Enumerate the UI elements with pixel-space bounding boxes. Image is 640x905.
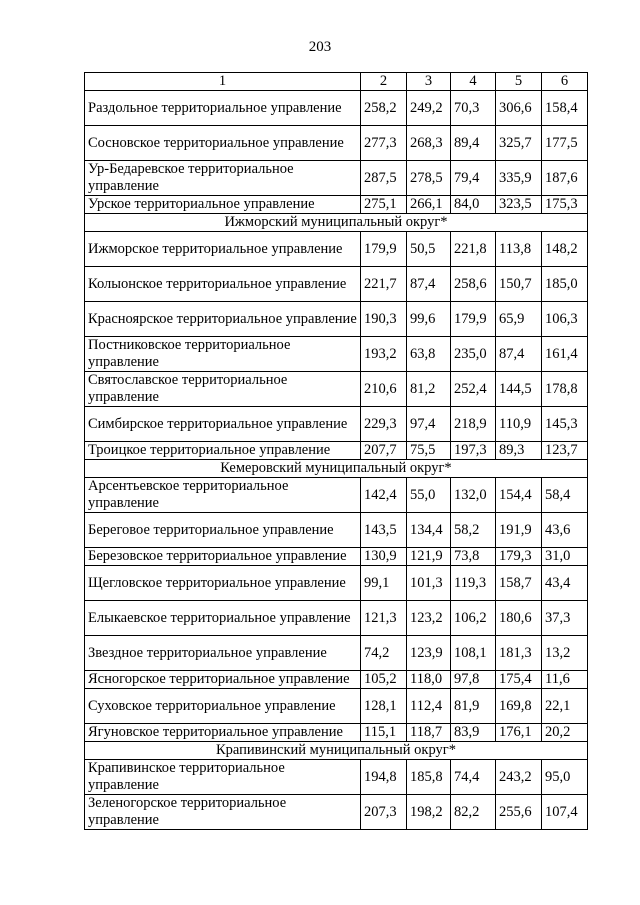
row-name: Зеленогорское территориальное управление bbox=[85, 795, 361, 830]
value-cell: 145,3 bbox=[542, 407, 588, 442]
value-cell: 108,1 bbox=[451, 636, 496, 671]
value-cell: 99,1 bbox=[361, 566, 407, 601]
value-cell: 119,3 bbox=[451, 566, 496, 601]
value-cell: 118,7 bbox=[407, 724, 451, 742]
value-cell: 87,4 bbox=[407, 267, 451, 302]
value-cell: 278,5 bbox=[407, 161, 451, 196]
value-cell: 258,2 bbox=[361, 91, 407, 126]
value-cell: 175,4 bbox=[496, 671, 542, 689]
column-header: 4 bbox=[451, 73, 496, 91]
value-cell: 158,4 bbox=[542, 91, 588, 126]
value-cell: 191,9 bbox=[496, 513, 542, 548]
value-cell: 75,5 bbox=[407, 442, 451, 460]
value-cell: 266,1 bbox=[407, 196, 451, 214]
value-cell: 275,1 bbox=[361, 196, 407, 214]
row-name: Березовское территориальное управление bbox=[85, 548, 361, 566]
value-cell: 161,4 bbox=[542, 337, 588, 372]
value-cell: 235,0 bbox=[451, 337, 496, 372]
table-row bbox=[85, 196, 588, 214]
value-cell: 130,9 bbox=[361, 548, 407, 566]
value-cell: 89,4 bbox=[451, 126, 496, 161]
value-cell: 143,5 bbox=[361, 513, 407, 548]
row-name: Суховское территориальное управление bbox=[85, 689, 361, 724]
table-row bbox=[85, 267, 588, 302]
value-cell: 210,6 bbox=[361, 372, 407, 407]
value-cell: 323,5 bbox=[496, 196, 542, 214]
value-cell: 79,4 bbox=[451, 161, 496, 196]
row-name: Раздольное территориальное управление bbox=[85, 91, 361, 126]
value-cell: 22,1 bbox=[542, 689, 588, 724]
table-row bbox=[85, 442, 588, 460]
value-cell: 179,9 bbox=[361, 232, 407, 267]
table-row bbox=[85, 689, 588, 724]
value-cell: 229,3 bbox=[361, 407, 407, 442]
value-cell: 335,9 bbox=[496, 161, 542, 196]
column-header: 5 bbox=[496, 73, 542, 91]
row-name: Арсентьевское территориальное управление bbox=[85, 478, 361, 513]
value-cell: 243,2 bbox=[496, 760, 542, 795]
value-cell: 58,2 bbox=[451, 513, 496, 548]
value-cell: 20,2 bbox=[542, 724, 588, 742]
section-title: Ижморский муниципальный округ* bbox=[85, 214, 588, 232]
value-cell: 97,4 bbox=[407, 407, 451, 442]
table-row bbox=[85, 760, 588, 795]
value-cell: 43,6 bbox=[542, 513, 588, 548]
header-row bbox=[85, 73, 588, 91]
value-cell: 123,2 bbox=[407, 601, 451, 636]
value-cell: 197,3 bbox=[451, 442, 496, 460]
value-cell: 268,3 bbox=[407, 126, 451, 161]
row-name: Ясногорское территориальное управление bbox=[85, 671, 361, 689]
value-cell: 121,9 bbox=[407, 548, 451, 566]
table-row bbox=[85, 302, 588, 337]
table-row bbox=[85, 566, 588, 601]
row-name: Колыонское территориальное управление bbox=[85, 267, 361, 302]
table-row bbox=[85, 161, 588, 196]
data-table bbox=[84, 72, 588, 830]
value-cell: 31,0 bbox=[542, 548, 588, 566]
row-name: Ягуновское территориальное управление bbox=[85, 724, 361, 742]
value-cell: 101,3 bbox=[407, 566, 451, 601]
column-header: 3 bbox=[407, 73, 451, 91]
value-cell: 177,5 bbox=[542, 126, 588, 161]
table-row bbox=[85, 407, 588, 442]
value-cell: 87,4 bbox=[496, 337, 542, 372]
row-name: Береговое территориальное управление bbox=[85, 513, 361, 548]
value-cell: 176,1 bbox=[496, 724, 542, 742]
value-cell: 198,2 bbox=[407, 795, 451, 830]
value-cell: 277,3 bbox=[361, 126, 407, 161]
row-name: Симбирское территориальное управление bbox=[85, 407, 361, 442]
value-cell: 115,1 bbox=[361, 724, 407, 742]
table-row bbox=[85, 548, 588, 566]
value-cell: 82,2 bbox=[451, 795, 496, 830]
value-cell: 73,8 bbox=[451, 548, 496, 566]
section-header-row bbox=[85, 742, 588, 760]
column-header: 6 bbox=[542, 73, 588, 91]
value-cell: 194,8 bbox=[361, 760, 407, 795]
table-row bbox=[85, 795, 588, 830]
value-cell: 118,0 bbox=[407, 671, 451, 689]
table-row bbox=[85, 513, 588, 548]
value-cell: 325,7 bbox=[496, 126, 542, 161]
value-cell: 207,7 bbox=[361, 442, 407, 460]
value-cell: 181,3 bbox=[496, 636, 542, 671]
row-name: Святославское территориальное управление bbox=[85, 372, 361, 407]
row-name: Крапивинское территориальное управление bbox=[85, 760, 361, 795]
value-cell: 175,3 bbox=[542, 196, 588, 214]
value-cell: 106,2 bbox=[451, 601, 496, 636]
column-header: 1 bbox=[85, 73, 361, 91]
value-cell: 207,3 bbox=[361, 795, 407, 830]
row-name: Щегловское территориальное управление bbox=[85, 566, 361, 601]
value-cell: 185,8 bbox=[407, 760, 451, 795]
value-cell: 287,5 bbox=[361, 161, 407, 196]
value-cell: 134,4 bbox=[407, 513, 451, 548]
value-cell: 218,9 bbox=[451, 407, 496, 442]
table-row bbox=[85, 232, 588, 267]
table-row bbox=[85, 671, 588, 689]
table-row bbox=[85, 126, 588, 161]
table-row bbox=[85, 478, 588, 513]
table-row bbox=[85, 372, 588, 407]
value-cell: 249,2 bbox=[407, 91, 451, 126]
value-cell: 81,9 bbox=[451, 689, 496, 724]
value-cell: 58,4 bbox=[542, 478, 588, 513]
value-cell: 169,8 bbox=[496, 689, 542, 724]
row-name: Звездное территориальное управление bbox=[85, 636, 361, 671]
row-name: Красноярское территориальное управление bbox=[85, 302, 361, 337]
value-cell: 65,9 bbox=[496, 302, 542, 337]
value-cell: 132,0 bbox=[451, 478, 496, 513]
value-cell: 74,2 bbox=[361, 636, 407, 671]
value-cell: 123,9 bbox=[407, 636, 451, 671]
table-row bbox=[85, 337, 588, 372]
value-cell: 74,4 bbox=[451, 760, 496, 795]
value-cell: 179,9 bbox=[451, 302, 496, 337]
value-cell: 113,8 bbox=[496, 232, 542, 267]
value-cell: 105,2 bbox=[361, 671, 407, 689]
value-cell: 142,4 bbox=[361, 478, 407, 513]
value-cell: 106,3 bbox=[542, 302, 588, 337]
value-cell: 255,6 bbox=[496, 795, 542, 830]
value-cell: 150,7 bbox=[496, 267, 542, 302]
row-name: Ур-Бедаревское территориальное управление bbox=[85, 161, 361, 196]
value-cell: 158,7 bbox=[496, 566, 542, 601]
section-title: Кемеровский муниципальный округ* bbox=[85, 460, 588, 478]
section-header-row bbox=[85, 460, 588, 478]
value-cell: 179,3 bbox=[496, 548, 542, 566]
row-name: Постниковское территориальное управление bbox=[85, 337, 361, 372]
section-header-row bbox=[85, 214, 588, 232]
value-cell: 81,2 bbox=[407, 372, 451, 407]
value-cell: 84,0 bbox=[451, 196, 496, 214]
value-cell: 95,0 bbox=[542, 760, 588, 795]
value-cell: 13,2 bbox=[542, 636, 588, 671]
value-cell: 110,9 bbox=[496, 407, 542, 442]
value-cell: 97,8 bbox=[451, 671, 496, 689]
value-cell: 128,1 bbox=[361, 689, 407, 724]
row-name: Сосновское территориальное управление bbox=[85, 126, 361, 161]
value-cell: 37,3 bbox=[542, 601, 588, 636]
value-cell: 112,4 bbox=[407, 689, 451, 724]
value-cell: 63,8 bbox=[407, 337, 451, 372]
value-cell: 83,9 bbox=[451, 724, 496, 742]
column-header: 2 bbox=[361, 73, 407, 91]
value-cell: 221,7 bbox=[361, 267, 407, 302]
value-cell: 99,6 bbox=[407, 302, 451, 337]
value-cell: 154,4 bbox=[496, 478, 542, 513]
value-cell: 180,6 bbox=[496, 601, 542, 636]
value-cell: 123,7 bbox=[542, 442, 588, 460]
value-cell: 221,8 bbox=[451, 232, 496, 267]
value-cell: 107,4 bbox=[542, 795, 588, 830]
value-cell: 43,4 bbox=[542, 566, 588, 601]
value-cell: 11,6 bbox=[542, 671, 588, 689]
value-cell: 306,6 bbox=[496, 91, 542, 126]
value-cell: 89,3 bbox=[496, 442, 542, 460]
page-number: 203 bbox=[308, 39, 332, 55]
value-cell: 55,0 bbox=[407, 478, 451, 513]
row-name: Елыкаевское территориальное управление bbox=[85, 601, 361, 636]
value-cell: 258,6 bbox=[451, 267, 496, 302]
value-cell: 70,3 bbox=[451, 91, 496, 126]
value-cell: 148,2 bbox=[542, 232, 588, 267]
row-name: Ижморское территориальное управление bbox=[85, 232, 361, 267]
value-cell: 178,8 bbox=[542, 372, 588, 407]
value-cell: 190,3 bbox=[361, 302, 407, 337]
table-row bbox=[85, 91, 588, 126]
value-cell: 252,4 bbox=[451, 372, 496, 407]
table-body bbox=[85, 73, 588, 830]
value-cell: 121,3 bbox=[361, 601, 407, 636]
value-cell: 185,0 bbox=[542, 267, 588, 302]
value-cell: 50,5 bbox=[407, 232, 451, 267]
value-cell: 144,5 bbox=[496, 372, 542, 407]
table-row bbox=[85, 601, 588, 636]
table-row bbox=[85, 724, 588, 742]
row-name: Урское территориальное управление bbox=[85, 196, 361, 214]
section-title: Крапивинский муниципальный округ* bbox=[85, 742, 588, 760]
value-cell: 187,6 bbox=[542, 161, 588, 196]
table-row bbox=[85, 636, 588, 671]
value-cell: 193,2 bbox=[361, 337, 407, 372]
row-name: Троицкое территориальное управление bbox=[85, 442, 361, 460]
